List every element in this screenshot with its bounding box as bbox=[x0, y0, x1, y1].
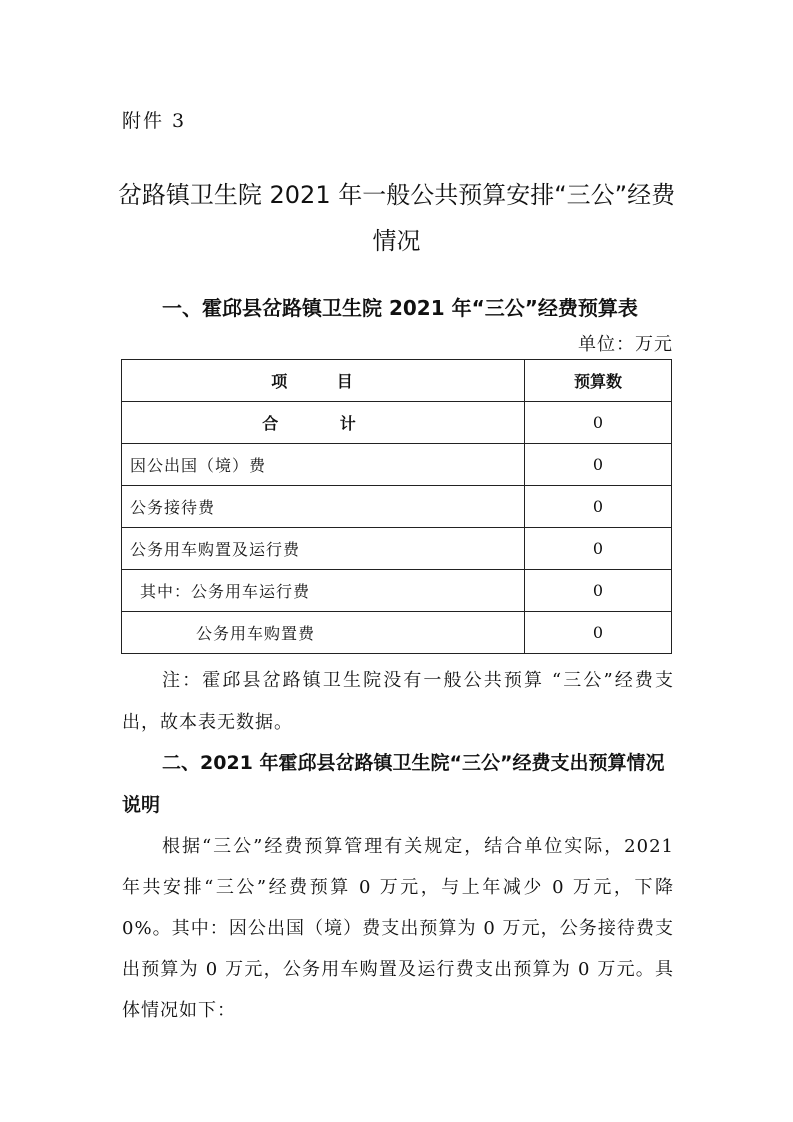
table-note: 注：霍邱县岔路镇卫生院没有一般公共预算 “三公”经费支出，故本表无数据。 bbox=[122, 670, 674, 733]
budget-table bbox=[121, 359, 672, 654]
row-item: 其中：公务用车运行费 bbox=[122, 570, 525, 612]
row-item: 合 计 bbox=[122, 402, 525, 444]
row-value: 0 bbox=[525, 528, 672, 570]
row-item: 因公出国（境）费 bbox=[122, 444, 525, 486]
section1-heading: 一、霍邱县岔路镇卫生院 2021 年“三公”经费预算表 bbox=[162, 296, 638, 320]
row-item: 公务用车购置费 bbox=[122, 612, 525, 654]
header-item: 项 目 bbox=[122, 360, 525, 402]
table-row bbox=[122, 444, 672, 486]
attachment-label: 附件 3 bbox=[122, 110, 187, 132]
table-row-total bbox=[122, 402, 672, 444]
table-header-row bbox=[122, 360, 672, 402]
table-row bbox=[122, 570, 672, 612]
row-item: 公务用车购置及运行费 bbox=[122, 528, 525, 570]
section2-body: 根据“三公”经费预算管理有关规定，结合单位实际，2021 年共安排“三公”经费预算 0 万元，与上年减少 0 万元，下降 0%。其中：因公出国（境）费支出预算为 0 万元，公务接待费支出预算为 0 万元，公务用车购置及运行费支出预算为 0 万元。具体情况如下： bbox=[122, 836, 674, 1021]
table-row bbox=[122, 486, 672, 528]
row-value: 0 bbox=[525, 570, 672, 612]
section2-heading: 二、2021 年霍邱县岔路镇卫生院“三公”经费支出预算情况说明 bbox=[122, 752, 665, 816]
row-item: 公务接待费 bbox=[122, 486, 525, 528]
row-value: 0 bbox=[525, 612, 672, 654]
row-value: 0 bbox=[525, 486, 672, 528]
unit-label: 单位：万元 bbox=[578, 334, 673, 355]
document-title: 岔路镇卫生院 2021 年一般公共预算安排“三公”经费情况 bbox=[117, 181, 676, 255]
row-value: 0 bbox=[525, 402, 672, 444]
header-value: 预算数 bbox=[525, 360, 672, 402]
table-row bbox=[122, 528, 672, 570]
row-value: 0 bbox=[525, 444, 672, 486]
table-row bbox=[122, 612, 672, 654]
